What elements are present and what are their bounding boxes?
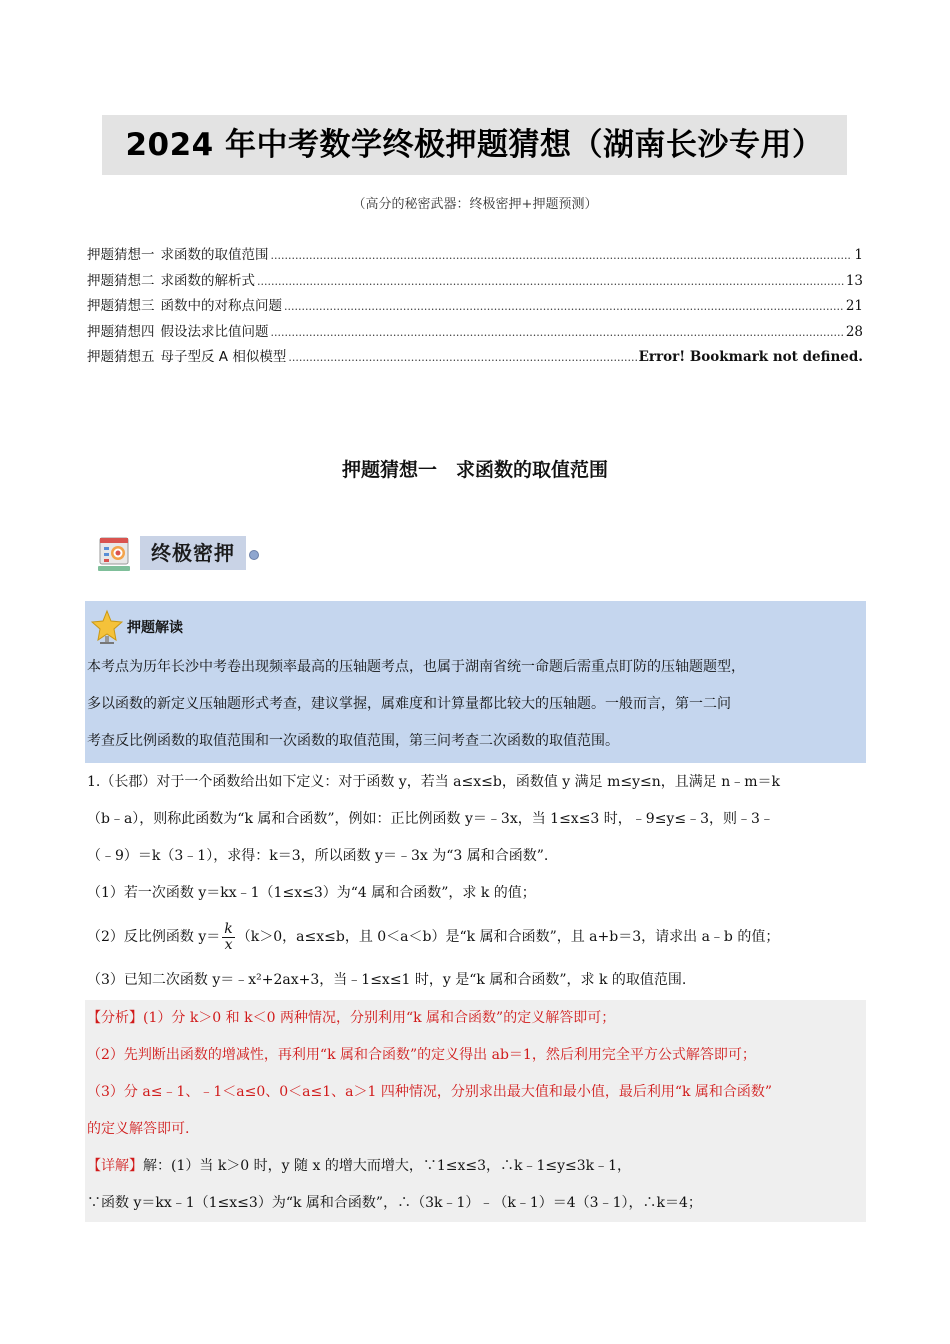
toc-entry[interactable] <box>87 345 863 371</box>
question-1: （1）若一次函数 y＝kx﹣1（1≤x≤3）为“4 属和合函数”，求 k 的值； <box>87 885 536 901</box>
toc-entry[interactable] <box>87 320 863 346</box>
toc-topic: 求函数的解析式 <box>160 272 255 289</box>
table-of-contents <box>87 243 863 371</box>
toc-topic: 母子型反 A 相似模型 <box>160 349 287 365</box>
question-3: （3）已知二次函数 y＝﹣x²+2ax+3，当﹣1≤x≤1 时，y 是“k 属和合函数”，求 k 的取值范围. <box>87 972 687 988</box>
detail-line: ∵函数 y＝kx﹣1（1≤x≤3）为“k 属和合函数”，∴（3k﹣1）﹣（k﹣1）＝4（3﹣1），∴k＝4； <box>87 1195 702 1211</box>
toc-leader <box>271 326 844 339</box>
dot-icon <box>248 549 260 561</box>
banner <box>96 532 266 576</box>
toc-entry[interactable] <box>87 243 863 269</box>
analysis-text: (1）分 k＞0 和 k＜0 两种情况，分别利用“k 属和合函数”的定义解答即可； <box>143 1010 616 1026</box>
toc-label: 押题猜想二 <box>87 272 155 289</box>
toc-label: 押题猜想五 <box>87 349 155 365</box>
toc-entry[interactable] <box>87 294 863 320</box>
problem-statement <box>87 764 867 999</box>
analysis-line: （2）先判断出函数的增减性，再利用“k 属和合函数”的定义得出 ab＝1，然后利用完全平方公式解答即可； <box>87 1047 756 1063</box>
analysis-tag: 【分析】 <box>87 1010 143 1026</box>
toc-leader <box>257 275 844 288</box>
detail-tag: 【详解】 <box>87 1158 143 1174</box>
interpretation-line: 考查反比例函数的取值范围和一次函数的取值范围，第三问考查二次函数的取值范围。 <box>87 733 619 749</box>
interpretation-title: 押题解读 <box>127 620 183 636</box>
analysis-line <box>87 1000 867 1037</box>
solution-text <box>87 1000 867 1222</box>
star-trophy-icon <box>91 609 123 645</box>
toc-topic: 求函数的取值范围 <box>160 247 269 263</box>
question-2 <box>87 912 867 962</box>
analysis-line: （3）分 a≤﹣1、﹣1＜a≤0、0＜a≤1、a＞1 四种情况，分别求出最大值和最小值，最后利用“k 属和合函数” <box>87 1084 773 1100</box>
toc-page-number: 21 <box>845 298 863 314</box>
document-subtitle: （高分的秘密武器：终极密押+押题预测） <box>352 197 598 212</box>
problem-line: 1.（长郡）对于一个函数给出如下定义：对于函数 y，若当 a≤x≤b，函数值 y 满足 m≤y≤n，且满足 n﹣m＝k <box>87 774 780 790</box>
detail-text: 解：(1）当 k＞0 时，y 随 x 的增大而增大，∵1≤x≤3，∴k﹣1≤y≤3k﹣1， <box>143 1158 632 1174</box>
toc-label: 押题猜想四 <box>87 323 155 340</box>
fraction-denominator: x <box>224 936 233 953</box>
toc-topic: 假设法求比值问题 <box>160 323 269 340</box>
fraction-k-over-x <box>222 922 234 953</box>
interpretation-line: 多以函数的新定义压轴题形式考查，建议掌握，属难度和计算量都比较大的压轴题。一般而言，第一二问 <box>87 696 731 712</box>
toc-page-number: Error! Bookmark not defined. <box>638 349 863 365</box>
toc-page-number: 1 <box>854 247 863 263</box>
fraction-numerator: k <box>224 920 233 937</box>
interpretation-text <box>87 649 867 760</box>
toc-topic: 函数中的对称点问题 <box>160 298 282 314</box>
toc-leader <box>271 249 853 262</box>
target-board-icon <box>96 532 140 576</box>
interpretation-box <box>85 601 866 763</box>
problem-line: （﹣9）＝k（3﹣1），求得：k＝3，所以函数 y＝﹣3x 为“3 属和合函数”. <box>87 848 549 864</box>
question-2-tail: （k＞0，a≤x≤b，且 0＜a＜b）是“k 属和合函数”，且 a+b＝3，请求出 a﹣b 的值； <box>236 929 780 945</box>
toc-page-number: 28 <box>845 323 863 340</box>
solution-box <box>85 1000 866 1222</box>
problem-line: （b﹣a），则称此函数为“k 属和合函数”，例如：正比例函数 y＝﹣3x，当 1≤x≤3 时，﹣9≤y≤﹣3，则﹣3﹣ <box>87 811 774 827</box>
detail-line <box>87 1148 867 1185</box>
section-heading: 押题猜想一 求函数的取值范围 <box>341 459 608 481</box>
interpretation-line: 本考点为历年长沙中考卷出现频率最高的压轴题考点，也属于湖南省统一命题后需重点盯防的压轴题题型， <box>87 659 745 675</box>
question-2-lead: （2）反比例函数 y＝ <box>87 929 221 945</box>
document-title: 2024 年中考数学终极押题猜想（湖南长沙专用） <box>102 115 847 175</box>
toc-leader <box>288 351 636 364</box>
toc-leader <box>284 300 844 313</box>
toc-label: 押题猜想三 <box>87 298 155 314</box>
banner-label: 终极密押 <box>140 536 246 570</box>
toc-page-number: 13 <box>845 272 863 289</box>
interpretation-header <box>91 609 183 645</box>
analysis-line: 的定义解答即可. <box>87 1121 190 1137</box>
toc-label: 押题猜想一 <box>87 247 155 263</box>
toc-entry[interactable] <box>87 269 863 295</box>
